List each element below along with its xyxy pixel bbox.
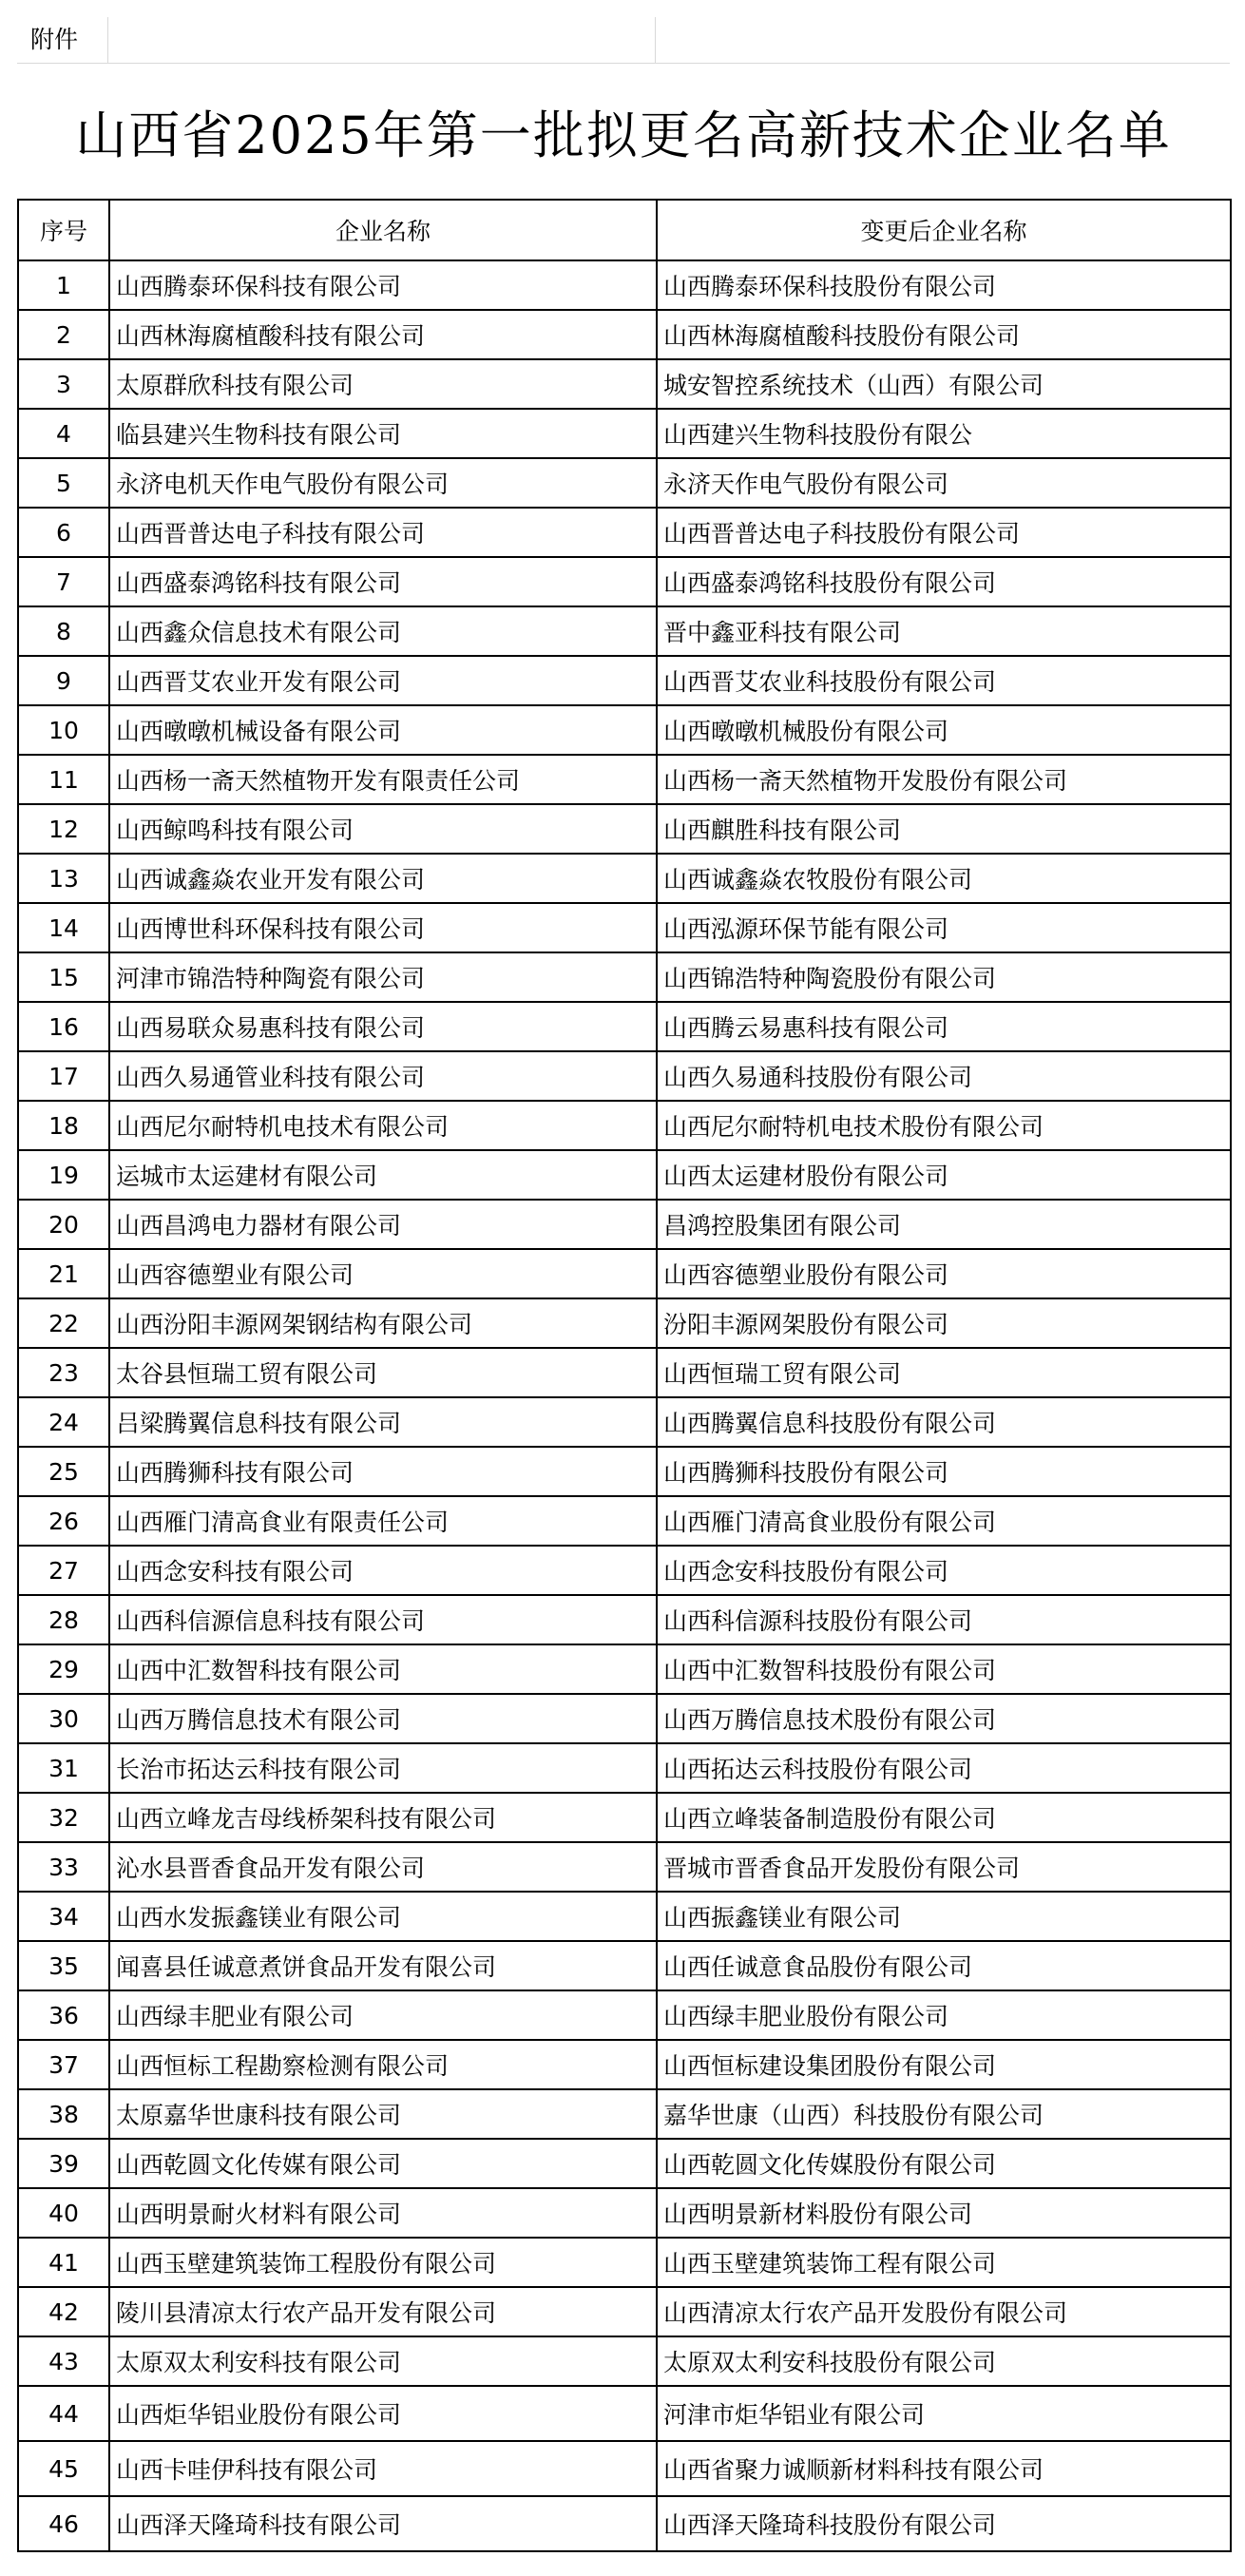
row-index: 40 xyxy=(18,2188,109,2238)
header-index: 序号 xyxy=(18,200,109,260)
table-row xyxy=(18,310,1231,359)
row-new-name: 山西太运建材股份有限公司 xyxy=(657,1150,1231,1200)
table-row xyxy=(18,1101,1231,1150)
row-new-name: 山西玉壁建筑装饰工程有限公司 xyxy=(657,2238,1231,2287)
table-row xyxy=(18,2386,1231,2441)
row-new-name: 山西建兴生物科技股份有限公 xyxy=(657,409,1231,458)
row-new-name: 山西省聚力诚顺新材料科技有限公司 xyxy=(657,2441,1231,2496)
row-old-name: 山西博世科环保科技有限公司 xyxy=(109,903,657,952)
attachment-row xyxy=(17,17,1230,64)
row-index: 3 xyxy=(18,359,109,409)
row-old-name: 吕梁腾翼信息科技有限公司 xyxy=(109,1397,657,1447)
row-old-name: 山西暾暾机械设备有限公司 xyxy=(109,705,657,755)
row-old-name: 永济电机天作电气股份有限公司 xyxy=(109,458,657,508)
row-new-name: 山西中汇数智科技股份有限公司 xyxy=(657,1644,1231,1694)
row-new-name: 山西林海腐植酸科技股份有限公司 xyxy=(657,310,1231,359)
table-row xyxy=(18,508,1231,557)
table-row xyxy=(18,1793,1231,1842)
table-row xyxy=(18,804,1231,854)
row-index: 1 xyxy=(18,260,109,310)
row-old-name: 闻喜县任诚意煮饼食品开发有限公司 xyxy=(109,1941,657,1990)
row-index: 31 xyxy=(18,1743,109,1793)
row-old-name: 山西杨一斋天然植物开发有限责任公司 xyxy=(109,755,657,804)
table-row xyxy=(18,2139,1231,2188)
row-new-name: 山西万腾信息技术股份有限公司 xyxy=(657,1694,1231,1743)
row-new-name: 山西恒标建设集团股份有限公司 xyxy=(657,2040,1231,2089)
row-new-name: 嘉华世康（山西）科技股份有限公司 xyxy=(657,2089,1231,2139)
row-old-name: 山西诚鑫焱农业开发有限公司 xyxy=(109,854,657,903)
row-new-name: 城安智控系统技术（山西）有限公司 xyxy=(657,359,1231,409)
table-row xyxy=(18,458,1231,508)
row-index: 36 xyxy=(18,1990,109,2040)
empty-cell xyxy=(656,17,1230,63)
row-old-name: 山西昌鸿电力器材有限公司 xyxy=(109,1200,657,1249)
table-row xyxy=(18,952,1231,1002)
row-old-name: 山西泽天隆琦科技有限公司 xyxy=(109,2496,657,2551)
row-index: 10 xyxy=(18,705,109,755)
table-row xyxy=(18,1002,1231,1051)
row-new-name: 山西晋普达电子科技股份有限公司 xyxy=(657,508,1231,557)
row-index: 38 xyxy=(18,2089,109,2139)
row-index: 37 xyxy=(18,2040,109,2089)
row-new-name: 山西任诚意食品股份有限公司 xyxy=(657,1941,1231,1990)
row-index: 41 xyxy=(18,2238,109,2287)
row-index: 32 xyxy=(18,1793,109,1842)
row-index: 18 xyxy=(18,1101,109,1150)
row-old-name: 山西卡哇伊科技有限公司 xyxy=(109,2441,657,2496)
table-row xyxy=(18,2188,1231,2238)
row-new-name: 山西立峰装备制造股份有限公司 xyxy=(657,1793,1231,1842)
row-index: 46 xyxy=(18,2496,109,2551)
row-old-name: 山西汾阳丰源网架钢结构有限公司 xyxy=(109,1298,657,1348)
row-index: 33 xyxy=(18,1842,109,1892)
table-row xyxy=(18,2089,1231,2139)
row-old-name: 山西科信源信息科技有限公司 xyxy=(109,1595,657,1644)
row-old-name: 山西晋普达电子科技有限公司 xyxy=(109,508,657,557)
table-row xyxy=(18,2040,1231,2089)
table-row xyxy=(18,1941,1231,1990)
row-new-name: 山西乾圆文化传媒股份有限公司 xyxy=(657,2139,1231,2188)
row-new-name: 山西科信源科技股份有限公司 xyxy=(657,1595,1231,1644)
row-index: 12 xyxy=(18,804,109,854)
row-index: 42 xyxy=(18,2287,109,2336)
row-index: 4 xyxy=(18,409,109,458)
row-index: 25 xyxy=(18,1447,109,1496)
table-row xyxy=(18,359,1231,409)
row-new-name: 山西杨一斋天然植物开发股份有限公司 xyxy=(657,755,1231,804)
table-row xyxy=(18,1150,1231,1200)
row-old-name: 山西晋艾农业开发有限公司 xyxy=(109,656,657,705)
row-new-name: 山西腾云易惠科技有限公司 xyxy=(657,1002,1231,1051)
row-index: 19 xyxy=(18,1150,109,1200)
table-header-row xyxy=(18,200,1231,260)
row-new-name: 山西腾泰环保科技股份有限公司 xyxy=(657,260,1231,310)
row-new-name: 山西盛泰鸿铭科技股份有限公司 xyxy=(657,557,1231,606)
row-old-name: 山西立峰龙吉母线桥架科技有限公司 xyxy=(109,1793,657,1842)
table-row xyxy=(18,2441,1231,2496)
row-old-name: 山西绿丰肥业有限公司 xyxy=(109,1990,657,2040)
table-row xyxy=(18,1051,1231,1101)
row-new-name: 山西容德塑业股份有限公司 xyxy=(657,1249,1231,1298)
row-old-name: 山西念安科技有限公司 xyxy=(109,1546,657,1595)
table-row xyxy=(18,2238,1231,2287)
table-row xyxy=(18,1694,1231,1743)
row-old-name: 山西乾圆文化传媒有限公司 xyxy=(109,2139,657,2188)
row-old-name: 山西腾泰环保科技有限公司 xyxy=(109,260,657,310)
row-old-name: 山西雁门清高食业有限责任公司 xyxy=(109,1496,657,1546)
row-index: 14 xyxy=(18,903,109,952)
row-new-name: 山西念安科技股份有限公司 xyxy=(657,1546,1231,1595)
row-index: 43 xyxy=(18,2336,109,2386)
row-old-name: 山西容德塑业有限公司 xyxy=(109,1249,657,1298)
row-old-name: 山西易联众易惠科技有限公司 xyxy=(109,1002,657,1051)
row-new-name: 山西腾狮科技股份有限公司 xyxy=(657,1447,1231,1496)
row-new-name: 晋中鑫亚科技有限公司 xyxy=(657,606,1231,656)
table-row xyxy=(18,705,1231,755)
row-index: 34 xyxy=(18,1892,109,1941)
row-index: 24 xyxy=(18,1397,109,1447)
row-new-name: 山西锦浩特种陶瓷股份有限公司 xyxy=(657,952,1231,1002)
row-old-name: 临县建兴生物科技有限公司 xyxy=(109,409,657,458)
row-index: 35 xyxy=(18,1941,109,1990)
row-old-name: 河津市锦浩特种陶瓷有限公司 xyxy=(109,952,657,1002)
row-index: 22 xyxy=(18,1298,109,1348)
row-index: 6 xyxy=(18,508,109,557)
row-new-name: 昌鸿控股集团有限公司 xyxy=(657,1200,1231,1249)
table-row xyxy=(18,1842,1231,1892)
table-row xyxy=(18,755,1231,804)
row-new-name: 山西拓达云科技股份有限公司 xyxy=(657,1743,1231,1793)
table-row xyxy=(18,1892,1231,1941)
row-old-name: 山西恒标工程勘察检测有限公司 xyxy=(109,2040,657,2089)
row-new-name: 太原双太利安科技股份有限公司 xyxy=(657,2336,1231,2386)
row-index: 7 xyxy=(18,557,109,606)
row-new-name: 汾阳丰源网架股份有限公司 xyxy=(657,1298,1231,1348)
table-row xyxy=(18,1348,1231,1397)
row-old-name: 山西林海腐植酸科技有限公司 xyxy=(109,310,657,359)
row-old-name: 山西腾狮科技有限公司 xyxy=(109,1447,657,1496)
row-index: 30 xyxy=(18,1694,109,1743)
row-new-name: 山西雁门清高食业股份有限公司 xyxy=(657,1496,1231,1546)
row-new-name: 山西明景新材料股份有限公司 xyxy=(657,2188,1231,2238)
row-index: 5 xyxy=(18,458,109,508)
row-new-name: 山西腾翼信息科技股份有限公司 xyxy=(657,1397,1231,1447)
table-row xyxy=(18,409,1231,458)
row-index: 45 xyxy=(18,2441,109,2496)
row-index: 20 xyxy=(18,1200,109,1249)
table-row xyxy=(18,2496,1231,2551)
row-old-name: 山西水发振鑫镁业有限公司 xyxy=(109,1892,657,1941)
row-old-name: 太原双太利安科技有限公司 xyxy=(109,2336,657,2386)
row-index: 23 xyxy=(18,1348,109,1397)
table-row xyxy=(18,1990,1231,2040)
row-new-name: 山西泽天隆琦科技股份有限公司 xyxy=(657,2496,1231,2551)
document-sheet xyxy=(17,17,1230,2552)
table-row xyxy=(18,1447,1231,1496)
row-new-name: 山西恒瑞工贸有限公司 xyxy=(657,1348,1231,1397)
row-old-name: 陵川县清凉太行农产品开发有限公司 xyxy=(109,2287,657,2336)
row-index: 29 xyxy=(18,1644,109,1694)
table-row xyxy=(18,260,1231,310)
table-row xyxy=(18,557,1231,606)
table-row xyxy=(18,1249,1231,1298)
table-row xyxy=(18,903,1231,952)
table-row xyxy=(18,1546,1231,1595)
row-index: 8 xyxy=(18,606,109,656)
row-index: 21 xyxy=(18,1249,109,1298)
row-old-name: 山西玉壁建筑装饰工程股份有限公司 xyxy=(109,2238,657,2287)
row-new-name: 山西晋艾农业科技股份有限公司 xyxy=(657,656,1231,705)
header-new-name: 变更后企业名称 xyxy=(657,200,1231,260)
table-body xyxy=(18,260,1231,2551)
row-new-name: 山西绿丰肥业股份有限公司 xyxy=(657,1990,1231,2040)
row-new-name: 山西麒胜科技有限公司 xyxy=(657,804,1231,854)
row-new-name: 永济天作电气股份有限公司 xyxy=(657,458,1231,508)
table-row xyxy=(18,606,1231,656)
attachment-label: 附件 xyxy=(17,17,108,63)
page-title: 山西省2025年第一批拟更名高新技术企业名单 xyxy=(75,105,1172,165)
row-old-name: 太原群欣科技有限公司 xyxy=(109,359,657,409)
row-old-name: 山西尼尔耐特机电技术有限公司 xyxy=(109,1101,657,1150)
row-old-name: 山西久易通管业科技有限公司 xyxy=(109,1051,657,1101)
table-row xyxy=(18,1595,1231,1644)
table-row xyxy=(18,1298,1231,1348)
row-index: 44 xyxy=(18,2386,109,2441)
row-old-name: 运城市太运建材有限公司 xyxy=(109,1150,657,1200)
row-old-name: 山西炬华铝业股份有限公司 xyxy=(109,2386,657,2441)
row-new-name: 山西清凉太行农产品开发股份有限公司 xyxy=(657,2287,1231,2336)
row-old-name: 山西明景耐火材料有限公司 xyxy=(109,2188,657,2238)
row-index: 2 xyxy=(18,310,109,359)
row-old-name: 山西中汇数智科技有限公司 xyxy=(109,1644,657,1694)
row-index: 17 xyxy=(18,1051,109,1101)
row-index: 26 xyxy=(18,1496,109,1546)
row-new-name: 山西暾暾机械股份有限公司 xyxy=(657,705,1231,755)
row-old-name: 山西万腾信息技术有限公司 xyxy=(109,1694,657,1743)
company-rename-table xyxy=(17,199,1232,2552)
table-row xyxy=(18,2336,1231,2386)
row-old-name: 太谷县恒瑞工贸有限公司 xyxy=(109,1348,657,1397)
row-old-name: 长治市拓达云科技有限公司 xyxy=(109,1743,657,1793)
row-index: 27 xyxy=(18,1546,109,1595)
table-row xyxy=(18,2287,1231,2336)
row-new-name: 山西尼尔耐特机电技术股份有限公司 xyxy=(657,1101,1231,1150)
row-old-name: 山西鲸鸣科技有限公司 xyxy=(109,804,657,854)
row-new-name: 山西泓源环保节能有限公司 xyxy=(657,903,1231,952)
row-new-name: 晋城市晋香食品开发股份有限公司 xyxy=(657,1842,1231,1892)
row-index: 39 xyxy=(18,2139,109,2188)
empty-cell xyxy=(108,17,656,63)
row-index: 9 xyxy=(18,656,109,705)
table-row xyxy=(18,1644,1231,1694)
row-new-name: 河津市炬华铝业有限公司 xyxy=(657,2386,1231,2441)
header-old-name: 企业名称 xyxy=(109,200,657,260)
table-row xyxy=(18,1397,1231,1447)
table-row xyxy=(18,854,1231,903)
row-old-name: 沁水县晋香食品开发有限公司 xyxy=(109,1842,657,1892)
row-index: 15 xyxy=(18,952,109,1002)
row-old-name: 太原嘉华世康科技有限公司 xyxy=(109,2089,657,2139)
row-old-name: 山西鑫众信息技术有限公司 xyxy=(109,606,657,656)
row-index: 28 xyxy=(18,1595,109,1644)
row-index: 11 xyxy=(18,755,109,804)
row-index: 16 xyxy=(18,1002,109,1051)
row-old-name: 山西盛泰鸿铭科技有限公司 xyxy=(109,557,657,606)
table-row xyxy=(18,1496,1231,1546)
row-index: 13 xyxy=(18,854,109,903)
row-new-name: 山西振鑫镁业有限公司 xyxy=(657,1892,1231,1941)
row-new-name: 山西诚鑫焱农牧股份有限公司 xyxy=(657,854,1231,903)
table-row xyxy=(18,1743,1231,1793)
table-row xyxy=(18,1200,1231,1249)
table-row xyxy=(18,656,1231,705)
row-new-name: 山西久易通科技股份有限公司 xyxy=(657,1051,1231,1101)
